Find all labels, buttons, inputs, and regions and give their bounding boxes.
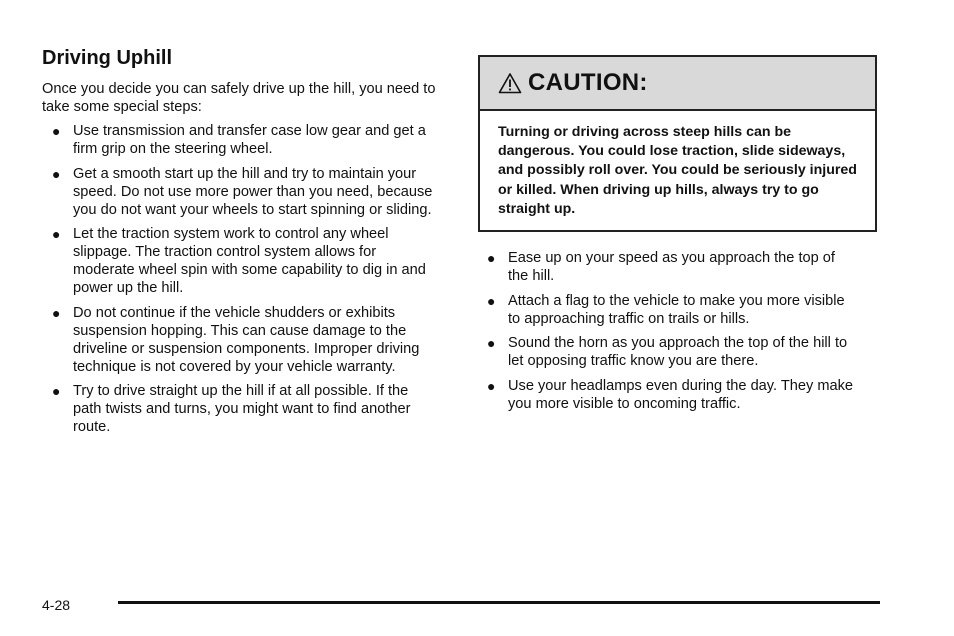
caution-text: Turning or driving across steep hills can be dangerous. You could lose traction, slide sideways, and possibly roll over. You could be seriously injured or killed. When driving up hills, always try to go straight up.	[498, 124, 857, 217]
caution-header	[480, 57, 875, 111]
page-number: 4-28	[42, 597, 71, 613]
list-item	[42, 225, 437, 297]
left-bullet-list	[42, 122, 437, 443]
list-item	[42, 382, 437, 436]
list-item	[477, 249, 857, 285]
bullet-icon: ●	[52, 123, 61, 139]
bullet-icon: ●	[52, 304, 61, 321]
list-item-text: Sound the horn as you approach the top of the hill to let opposing traffic know you are there.	[508, 335, 848, 369]
list-item	[42, 304, 437, 376]
caution-title: CAUTION:	[528, 69, 648, 96]
list-item	[477, 377, 857, 413]
list-item-text: Use your headlamps even during the day. They make you more visible to oncoming traffic.	[508, 377, 854, 412]
bullet-icon: ●	[487, 250, 496, 266]
list-item	[42, 122, 437, 158]
bullet-icon: ●	[52, 165, 61, 182]
list-item	[477, 292, 857, 328]
list-item-text: Attach a flag to the vehicle to make you more visible to approaching traffic on trails or hills.	[508, 292, 845, 327]
list-item	[42, 165, 437, 219]
bullet-icon: ●	[487, 335, 496, 351]
list-item-text: Try to drive straight up the hill if at all possible. If the path twists and turns, you might want to find another route.	[73, 383, 411, 435]
list-item-text: Do not continue if the vehicle shudders or exhibits suspension hopping. This can cause damage to the driveline or suspension components. Improper driving technique is not covered by your vehicle warranty.	[73, 304, 420, 375]
intro-paragraph: Once you decide you can safely drive up the hill, you need to take some special steps:	[42, 81, 436, 115]
section-heading: Driving Uphill	[42, 47, 172, 69]
caution-box	[478, 55, 877, 232]
list-item	[477, 334, 857, 370]
bullet-icon: ●	[52, 226, 61, 242]
list-item-text: Let the traction system work to control any wheel slippage. The traction control system allows for moderate wheel spin with some capability to dig in and power up the hill.	[73, 226, 426, 296]
right-bullet-list	[477, 249, 857, 419]
list-item-text: Ease up on your speed as you approach the top of the hill.	[508, 250, 835, 284]
list-item-text: Use transmission and transfer case low gear and get a firm grip on the steering wheel.	[73, 123, 426, 157]
footer-rule	[118, 601, 880, 604]
bullet-icon: ●	[52, 383, 61, 399]
list-item-text: Get a smooth start up the hill and try to maintain your speed. Do not use more power than you need, because you do not want your wheels to start spinning or sliding.	[73, 165, 433, 218]
bullet-icon: ●	[487, 292, 496, 309]
warning-triangle-icon	[498, 72, 522, 94]
bullet-icon: ●	[487, 377, 496, 394]
